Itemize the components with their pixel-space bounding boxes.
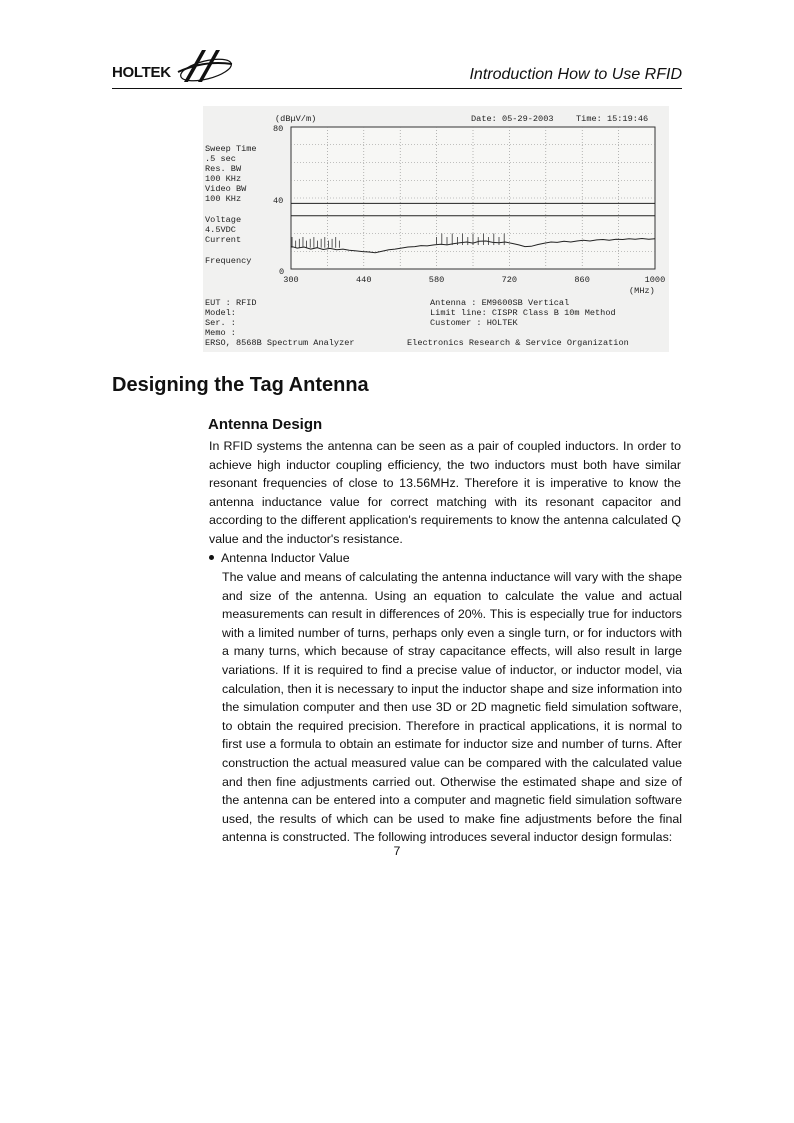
page-number: 7 [393,844,401,858]
y-tick-label: 0 [279,267,285,277]
y-tick-label: 40 [273,196,284,206]
left-label: Sweep Time [205,144,257,154]
info-right-line: Customer : HOLTEK [430,318,518,328]
intro-paragraph: In RFID systems the antenna can be seen as a pair of coupled inductors. In order to achieve high inductor coupling efficiency, the two inductors must both have similar resonant frequencies of close to 13.56MHz. Therefore it is imperative to know the antenna inductance value for correct matching with its resonant capacitor and according to the different application's requirements to know the antenna calculated Q value and the inductor's resistance. [209,439,681,546]
spectrum-plot [203,106,669,352]
x-tick-label: 580 [428,275,445,285]
info-right-line: Electronics Research & Service Organization [407,338,629,348]
info-left-line: Ser. : [205,318,236,328]
plot-unit-label: (dBμV/m) [275,114,317,124]
x-tick-label: 300 [283,275,299,285]
y-tick-label: 80 [273,124,284,134]
left-label: 100 KHz [205,194,242,204]
x-tick-label: 860 [574,275,590,285]
bullet-item [209,549,350,568]
x-unit-label: (MHz) [629,286,655,296]
left-label: .5 sec [205,154,236,164]
x-tick-label: 720 [501,275,518,285]
spectrum-analyzer-figure [203,106,669,352]
bullet-label: Antenna Inductor Value [221,551,350,565]
left-label: 4.5VDC [205,225,236,235]
section-title: Designing the Tag Antenna [112,374,369,396]
left-label: 100 KHz [205,174,242,184]
x-tick-label: 1000 [644,275,666,285]
left-label: Frequency [205,256,252,266]
left-label: Res. BW [205,164,242,174]
plot-area [291,127,655,269]
plot-date: Date: 05-29-2003 [471,114,554,124]
info-right-line: Antenna : EM9600SB Vertical [430,298,570,308]
subsection-title: Antenna Design [208,416,323,433]
x-axis-ticks [283,275,665,285]
info-left-line: Memo : [205,328,236,338]
info-left-line: Model: [205,308,236,318]
left-label: Video BW [205,184,247,194]
plot-time: Time: 15:19:46 [576,114,649,124]
left-label: Voltage [205,215,242,225]
info-right-line: Limit line: CISPR Class B 10m Method [430,308,616,318]
left-label: Current [205,235,242,245]
logo-emblem-icon [176,46,234,86]
header-divider [112,88,682,89]
info-left-line: EUT : RFID [205,298,257,308]
header-title: Introduction How to Use RFID [469,66,682,83]
inductor-value-paragraph: The value and means of calculating the antenna inductance will vary with the shape and size of the antenna. Using an equation to calculate the value and actual measurements can result in differences of 20%. This is especially true for inductors with a limited number of turns, perhaps only even a single turn, or for inductors with a many turns, which because of stray capacitance effects, will also result in large variations. If it is required to find a precise value of inductor, or inductor model, via calculation, then it is necessary to input the inductor shape and size information into the simulation computer and then use 3D or 2D magnetic field simulation software, to obtain the required precision. Therefore in practical applications, it is normal to first use a formula to obtain an estimate for inductor size and number of turns. After construction the actual measured value can be compared with the calculated value and then fine adjustments carried out. Otherwise the estimated shape and size of the antenna can be entered into a computer and magnetic field simulation software used, the results of which can be used to make fine adjustments before the final antenna is constructed. The following introduces several inductor design formulas: [222,570,682,845]
info-left-line: ERSO, 8568B Spectrum Analyzer [205,338,355,348]
bullet-dot-icon [209,555,214,560]
holtek-logo [112,44,232,88]
logo-wordmark: HOLTEK [112,64,171,81]
x-tick-label: 440 [356,275,372,285]
